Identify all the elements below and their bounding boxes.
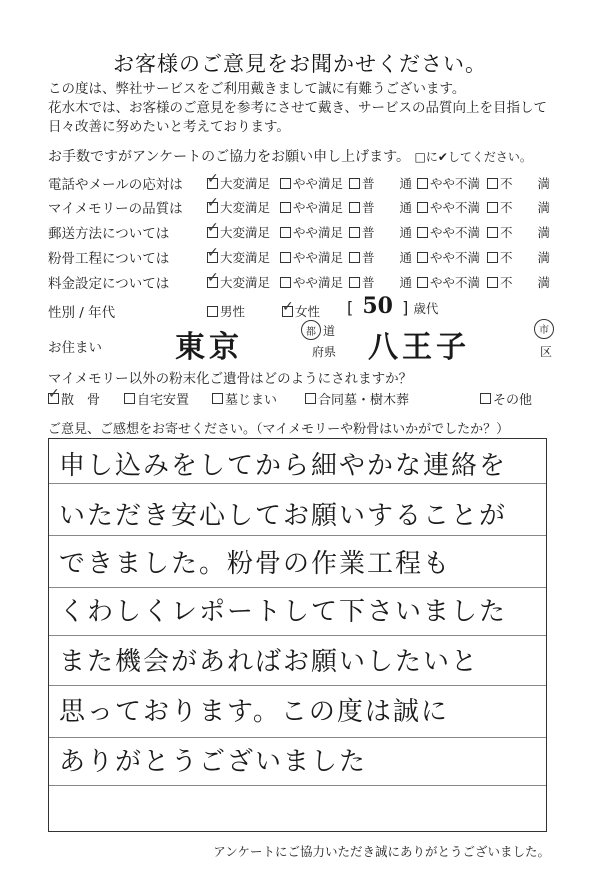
rating-option-label: 大変満足 <box>220 225 271 240</box>
survey-prompt-text: お手数ですがアンケートのご協力をお願い申し上げます。 <box>48 149 411 165</box>
rating-option-label: やや不満 <box>430 250 481 265</box>
rating-option-label: やや不満 <box>430 176 481 191</box>
handwritten-comment-line: いただき安心してお願いすることが <box>59 501 508 531</box>
ruled-line <box>49 483 546 484</box>
prefecture-value: 東京 <box>175 330 243 365</box>
handwritten-comment-line: また機会があればお願いしたいと <box>59 647 480 677</box>
checkbox-checked[interactable] <box>207 202 218 213</box>
checkbox-checked[interactable] <box>48 393 59 404</box>
checkbox-checked[interactable] <box>207 252 218 263</box>
age-suffix: 歳代 <box>413 301 439 316</box>
rating-option-label: 大変満足 <box>220 200 271 215</box>
checkbox[interactable] <box>349 227 360 238</box>
survey-prompt <box>48 146 532 166</box>
checkbox[interactable] <box>417 277 428 288</box>
page-title: お客様のご意見をお聞かせください。 <box>113 52 487 76</box>
ruled-line <box>49 737 546 738</box>
remains-option-label: その他 <box>493 393 533 408</box>
checkbox[interactable] <box>280 178 291 189</box>
checkbox-checked[interactable] <box>207 227 218 238</box>
checkbox[interactable] <box>349 277 360 288</box>
checkbox[interactable] <box>349 202 360 213</box>
checkbox[interactable] <box>280 227 291 238</box>
checkbox[interactable] <box>487 178 498 189</box>
rating-option-label: やや満足 <box>293 275 344 290</box>
rating-option-label: 大変満足 <box>220 176 271 191</box>
checkbox[interactable] <box>349 252 360 263</box>
handwritten-comment-line: 申し込みをしてから細やかな連絡を <box>59 451 508 481</box>
checkbox[interactable] <box>207 306 218 317</box>
remains-option-label: 自宅安置 <box>137 393 190 408</box>
rating-option-label: 不 満 <box>500 250 551 265</box>
rating-option-label: やや満足 <box>293 225 344 240</box>
rating-option[interactable] <box>417 223 480 241</box>
age-bracket-close: ] <box>402 298 409 317</box>
rating-option-label: やや不満 <box>430 275 481 290</box>
rating-option[interactable] <box>349 223 412 241</box>
rating-option[interactable] <box>487 174 550 192</box>
rating-option[interactable] <box>207 198 270 216</box>
gender-female-option[interactable] <box>282 302 320 320</box>
prefecture-suffix <box>301 320 335 340</box>
rating-option-label: 不 満 <box>500 225 551 240</box>
address-label: お住まい <box>48 340 102 356</box>
rating-option-label: 不 満 <box>500 176 551 191</box>
checkbox[interactable] <box>417 227 428 238</box>
rating-option-label: 普 通 <box>362 225 413 240</box>
rating-option[interactable] <box>417 248 480 266</box>
rating-option-label: やや不満 <box>430 200 481 215</box>
rating-question-label: 粉骨工程については <box>48 251 170 267</box>
checkbox[interactable] <box>305 393 316 404</box>
rating-option[interactable] <box>487 223 550 241</box>
checkbox-checked[interactable] <box>207 178 218 189</box>
handwritten-comment-line: 思っております。この度は誠に <box>59 697 449 727</box>
shi-circled: 市 <box>534 319 554 339</box>
rating-option[interactable] <box>487 273 550 291</box>
checkbox[interactable] <box>487 252 498 263</box>
rating-option-label: 大変満足 <box>220 275 271 290</box>
rating-question-label: 電話やメールの応対は <box>48 177 183 193</box>
checkbox-checked[interactable] <box>207 277 218 288</box>
rating-option[interactable] <box>207 248 270 266</box>
checkbox[interactable] <box>349 178 360 189</box>
ruled-line <box>49 785 546 786</box>
to-circled: 都 <box>301 320 321 340</box>
city-value: 八王子 <box>368 330 470 365</box>
ruled-line <box>49 635 546 636</box>
remains-option[interactable] <box>305 389 409 408</box>
rating-option-label: 普 通 <box>362 275 413 290</box>
ruled-line <box>49 587 546 588</box>
rating-option[interactable] <box>349 198 412 216</box>
rating-option-label: 不 満 <box>500 200 551 215</box>
rating-option-label: 普 通 <box>362 176 413 191</box>
remains-question: マイメモリー以外の粉末化ご遺骨はどのようにされますか？ <box>48 371 413 387</box>
checkbox[interactable] <box>487 202 498 213</box>
survey-hint: □に✔してください。 <box>414 150 532 164</box>
intro-line-1: この度は、弊社サービスをご利用戴きまして誠に有難うございます。 <box>48 81 466 97</box>
rating-option[interactable] <box>280 174 343 192</box>
handwritten-comment-line: ありがとうございました <box>59 747 368 777</box>
ruled-line <box>49 685 546 686</box>
gender-male-label: 男性 <box>220 304 246 319</box>
checkbox[interactable] <box>487 227 498 238</box>
comment-prompt: ご意見、ご感想をお寄せください。（マイメモリーや粉骨はいかがでしたか？） <box>48 422 510 437</box>
remains-option[interactable] <box>124 389 189 408</box>
checkbox[interactable] <box>487 277 498 288</box>
rating-option-label: やや満足 <box>293 176 344 191</box>
ku-label: 区 <box>540 345 553 359</box>
checkbox[interactable] <box>280 202 291 213</box>
rating-option-label: やや不満 <box>430 225 481 240</box>
comment-box[interactable] <box>48 438 547 832</box>
rating-option-label: やや満足 <box>293 200 344 215</box>
rating-option[interactable] <box>349 248 412 266</box>
gender-female-label: 女性 <box>295 304 321 319</box>
rating-option[interactable] <box>207 174 270 192</box>
rating-option-label: やや満足 <box>293 250 344 265</box>
fuken-label: 府県 <box>312 345 337 359</box>
checkbox-checked[interactable] <box>282 306 293 317</box>
checkbox[interactable] <box>480 393 491 404</box>
rating-option[interactable] <box>417 273 480 291</box>
rating-option[interactable] <box>207 223 270 241</box>
checkbox[interactable] <box>417 252 428 263</box>
rating-option-label: 不 満 <box>500 275 551 290</box>
remains-option-label: 合同墓・樹木葬 <box>318 393 410 408</box>
remains-option-label: 散 骨 <box>61 393 101 408</box>
remains-option[interactable] <box>48 389 100 408</box>
rating-option[interactable] <box>487 198 550 216</box>
intro-line-2: 花水木では、お客様のご意見を参考にさせて戴き、サービスの品質向上を目指して <box>48 100 547 116</box>
rating-option[interactable] <box>280 248 343 266</box>
rating-option[interactable] <box>207 273 270 291</box>
age-value: 50 <box>362 293 393 319</box>
gender-male-option[interactable] <box>207 302 245 320</box>
rating-option-label: 大変満足 <box>220 250 271 265</box>
ruled-line <box>49 535 546 536</box>
remains-option[interactable] <box>212 389 277 408</box>
handwritten-comment-line: くわしくレポートして下さいました <box>59 597 508 627</box>
rating-option[interactable] <box>487 248 550 266</box>
age-bracket-open: [ <box>347 298 354 317</box>
checkbox[interactable] <box>417 202 428 213</box>
checkbox[interactable] <box>212 393 223 404</box>
handwritten-comment-line: できました。粉骨の作業工程も <box>59 549 452 579</box>
rating-option-label: 普 通 <box>362 200 413 215</box>
checkbox[interactable] <box>124 393 135 404</box>
rating-option[interactable] <box>349 273 412 291</box>
rating-question-label: マイメモリーの品質は <box>48 201 183 217</box>
dou-label: 道 <box>323 323 336 338</box>
rating-option[interactable] <box>280 198 343 216</box>
gender-age-label: 性別 / 年代 <box>48 305 116 321</box>
rating-option[interactable] <box>417 198 480 216</box>
rating-option[interactable] <box>280 273 343 291</box>
remains-option[interactable] <box>480 389 532 408</box>
age-field[interactable] <box>347 293 438 319</box>
rating-question-label: 郵送方法については <box>48 226 170 242</box>
rating-question-label: 料金設定については <box>48 276 170 292</box>
footer-thanks: アンケートにご協力いただき誠にありがとうございました。 <box>213 844 550 859</box>
rating-option[interactable] <box>349 174 412 192</box>
rating-option-label: 普 通 <box>362 250 413 265</box>
intro-line-3: 日々改善に努めたいと考えております。 <box>48 119 290 135</box>
checkbox[interactable] <box>280 277 291 288</box>
rating-option[interactable] <box>417 174 480 192</box>
checkbox[interactable] <box>280 252 291 263</box>
checkbox[interactable] <box>417 178 428 189</box>
city-suffix <box>534 318 554 339</box>
rating-option[interactable] <box>280 223 343 241</box>
remains-option-label: 墓じまい <box>225 393 278 408</box>
